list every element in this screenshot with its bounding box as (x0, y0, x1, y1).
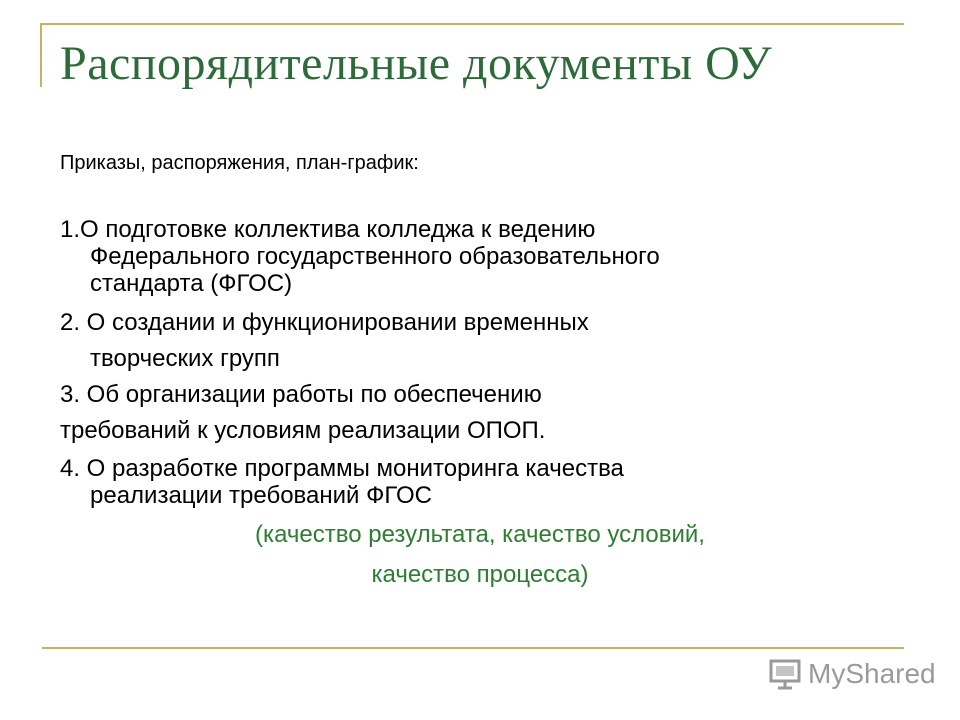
quality-note-line-1: (качество результата, качество условий, (255, 521, 705, 548)
list-item-1 (60, 216, 900, 297)
list-item-1-line-3: стандарта (ФГОС) (90, 270, 293, 297)
presentation-board-icon (768, 657, 802, 691)
slide-title: Распорядительные документы ОУ (60, 37, 773, 90)
watermark-logo (768, 654, 936, 694)
list-item-4-line-2: реализации требований ФГОС (90, 482, 432, 509)
title-frame-top-line (40, 23, 904, 25)
list-item-1-line-1: 1.О подготовке коллектива колледжа к ведению (60, 216, 596, 243)
title-frame-left-line (40, 23, 42, 87)
list-item-4-line-1: 4. О разработке программы мониторинга качества (60, 455, 624, 482)
footer-line (42, 647, 904, 649)
list-item-2-line-2: творческих групп (90, 345, 280, 372)
list-item-4 (60, 455, 900, 509)
quality-note-line-2: качество процесса) (371, 561, 589, 588)
list-item-2 (60, 305, 900, 377)
list-item-3 (60, 377, 900, 449)
document-list (60, 216, 900, 595)
watermark-text: MyShared (808, 658, 936, 689)
list-item-1-line-2: Федерального государственного образовательного (90, 243, 660, 270)
list-item-3-line-2: требований к условиям реализации ОПОП. (60, 417, 546, 444)
list-item-2-line-1: 2. О создании и функционировании временных (60, 309, 589, 336)
intro-text: Приказы, распоряжения, план-график: (60, 152, 419, 174)
list-item-3-line-1: 3. Об организации работы по обеспечению (60, 381, 542, 408)
quality-note (60, 515, 900, 595)
